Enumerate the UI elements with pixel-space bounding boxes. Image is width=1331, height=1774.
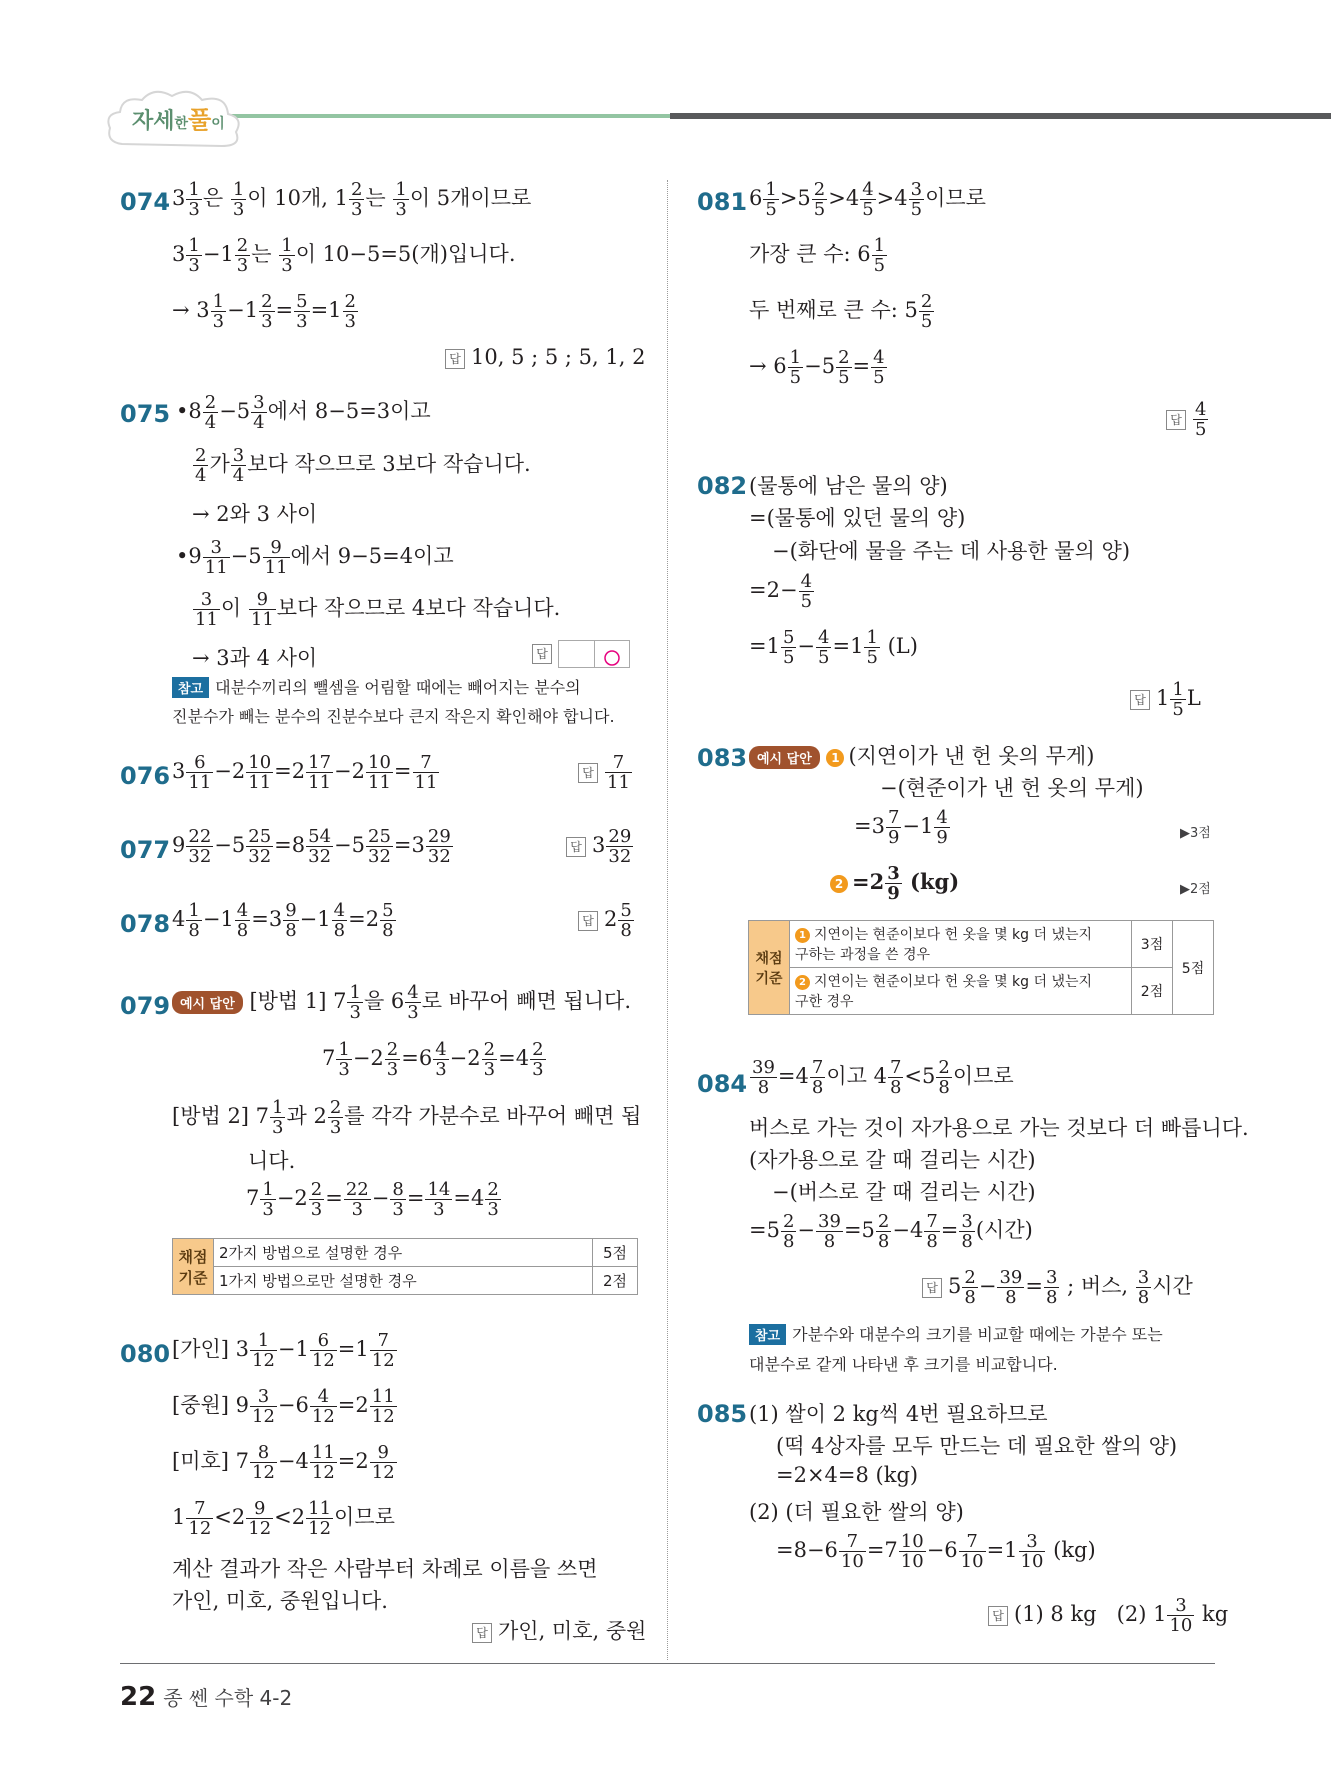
answer-icon: 답 xyxy=(532,644,552,664)
solution-line: =3 $\frac{7}{9}$ −1 $\frac{4}{9}$ xyxy=(854,807,948,848)
problem-number: 074 xyxy=(120,188,171,216)
solution-line: [방법 2] 7 $\frac{1}{3}$ 과 2 $\frac{2}{3}$ 를 각각 가분수로 바꾸어 빼면 됩 xyxy=(172,1097,642,1138)
answer: 답 (1) 8 kg (2) 1 $\frac{3}{10}$ kg xyxy=(988,1596,1228,1635)
solution-line: 가장 큰 수: 6 $\frac{1}{5}$ xyxy=(749,235,886,276)
solution-line: [가인] 3 $\frac{1}{12}$ −1 $\frac{6}{12}$ =1 $\frac{7}{12}$ xyxy=(172,1330,395,1371)
solution-line: 2 =2 $\frac{3}{9}$ (kg) xyxy=(830,864,959,903)
solution-line: (물통에 남은 물의 양) xyxy=(749,474,948,498)
solution-line: −(버스로 갈 때 걸리는 시간) xyxy=(772,1180,1036,1204)
solution-line: 두 번째로 큰 수: 5 $\frac{2}{5}$ xyxy=(749,291,933,332)
solution-line: 4 $\frac{1}{8}$ −1 $\frac{4}{8}$ =3 $\frac{9}{8}$ −1 $\frac{4}{8}$ =2 $\frac{5}{8}$ xyxy=(172,900,394,941)
rubric-total: 5점 xyxy=(1173,921,1214,1015)
rubric-label: 채점 기준 xyxy=(749,921,790,1015)
rubric-points: 3점 xyxy=(1132,921,1173,968)
answer-icon: 답 xyxy=(578,911,598,931)
problem-number: 076 xyxy=(120,762,171,790)
reference-badge: 참고 xyxy=(749,1324,786,1345)
page-number: 22 xyxy=(120,1682,157,1712)
solution-line: 버스로 가는 것이 자가용으로 가는 것보다 더 빠릅니다. xyxy=(749,1116,1249,1140)
book-title: 종 쎈 수학 4-2 xyxy=(163,1686,293,1710)
problem-number: 080 xyxy=(120,1340,171,1368)
solution-line: → 2와 3 사이 xyxy=(192,502,318,526)
solution-line: (1) 쌀이 2 kg씩 4번 필요하므로 xyxy=(749,1402,1048,1426)
step-2-icon: 2 xyxy=(830,875,848,893)
section-title: 자세한풀이 xyxy=(132,106,225,134)
problem-number: 085 xyxy=(697,1400,748,1428)
answer: 답 1 $\frac{1}{5}$ L xyxy=(1130,680,1201,719)
solution-line: 3 $\frac{6}{11}$ −2 $\frac{10}{11}$ =2 $\frac{17}{11}$ −2 $\frac{10}{11}$ = $\frac{7}{11}$ xyxy=(172,752,438,793)
solution-line: (떡 4상자를 모두 만드는 데 필요한 쌀의 양) xyxy=(776,1434,1178,1458)
rubric-points: 2점 xyxy=(593,1267,638,1295)
solution-line: $\frac{2}{4}$ 가 $\frac{3}{4}$ 보다 작으므로 3보다 작습니다. xyxy=(195,445,531,486)
step-points: ▶2점 xyxy=(1180,882,1211,897)
solution-line: 가인, 미호, 중원입니다. xyxy=(172,1589,388,1613)
solution-line: −(현준이가 낸 헌 옷의 무게) xyxy=(880,776,1144,800)
solution-line: 6 $\frac{1}{5}$ >5 $\frac{2}{5}$ >4 $\frac{4}{5}$ >4 $\frac{3}{5}$ 이므로 xyxy=(749,179,986,220)
solution-line: $\frac{3}{11}$ 이 $\frac{9}{11}$ 보다 작으므로 4보다 작습니다. xyxy=(195,589,561,630)
solution-line: =1 $\frac{5}{5}$ − $\frac{4}{5}$ =1 $\frac{1}{5}$ (L) xyxy=(749,627,918,668)
solution-line: 니다. xyxy=(248,1149,296,1173)
reference-note: 진분수가 빼는 분수의 진분수보다 큰지 작은지 확인해야 합니다. xyxy=(172,707,615,726)
solution-line: → 3과 4 사이 xyxy=(192,646,318,670)
footer xyxy=(120,1682,292,1712)
problem-number: 081 xyxy=(697,188,748,216)
example-answer-badge: 예시 답안 xyxy=(172,991,243,1014)
header-rule-green xyxy=(230,114,670,118)
solution-line: 계산 결과가 작은 사람부터 차례로 이름을 쓰면 xyxy=(172,1557,598,1581)
answer: 답 5 $\frac{2}{8}$ − $\frac{39}{8}$ = $\frac{3}{8}$ ; 버스, $\frac{3}{8}$ 시간 xyxy=(922,1268,1193,1307)
answer: 답 2 $\frac{5}{8}$ xyxy=(578,901,635,940)
step-1-icon: 1 xyxy=(826,749,844,767)
rubric-item: 2가지 방법으로 설명한 경우 xyxy=(214,1239,593,1267)
rubric-label: 채점 기준 xyxy=(173,1239,214,1295)
answer-icon: 답 xyxy=(988,1606,1008,1626)
problem-number: 078 xyxy=(120,910,171,938)
problem-number: 077 xyxy=(120,836,171,864)
scoring-rubric xyxy=(172,1238,638,1295)
rubric-item: 1 지연이는 현준이보다 헌 옷을 몇 kg 더 냈는지 구하는 과정을 쓴 경우 xyxy=(790,921,1132,968)
solution-line: 1 $\frac{7}{12}$ <2 $\frac{9}{12}$ <2 $\frac{11}{12}$ 이므로 xyxy=(172,1498,395,1539)
solution-line: −(화단에 물을 주는 데 사용한 물의 양) xyxy=(772,539,1131,563)
rubric-points: 5점 xyxy=(593,1239,638,1267)
problem-number: 083 xyxy=(697,744,748,772)
reference-note: 참고 대분수끼리의 뺄셈을 어림할 때에는 빼어지는 분수의 xyxy=(172,675,581,698)
answer-icon: 답 xyxy=(578,763,598,783)
solution-line: → 3 $\frac{1}{3}$ −1 $\frac{2}{3}$ = $\frac{5}{3}$ =1 $\frac{2}{3}$ xyxy=(172,291,356,332)
answer: 답 10, 5 ; 5 ; 5, 1, 2 xyxy=(445,345,645,369)
solution-line: 7 $\frac{1}{3}$ −2 $\frac{2}{3}$ = $\frac{22}{3}$ − $\frac{8}{3}$ = $\frac{14}{3}$ =4 $\frac{2}{3}$ xyxy=(246,1179,499,1220)
problem-number: 082 xyxy=(697,472,748,500)
answer: 답 3 $\frac{29}{32}$ xyxy=(566,827,634,866)
solution-line: 3 $\frac{1}{3}$ −1 $\frac{2}{3}$ 는 $\frac{1}{3}$ 이 10−5=5(개)입니다. xyxy=(172,235,516,276)
step-points: ▶3점 xyxy=(1180,826,1211,841)
solution-line: =5 $\frac{2}{8}$ − $\frac{39}{8}$ =5 $\frac{2}{8}$ −4 $\frac{7}{8}$ = $\frac{3}{8}$ (시간) xyxy=(749,1211,1033,1252)
answer xyxy=(532,640,630,668)
solution-line: 7 $\frac{1}{3}$ −2 $\frac{2}{3}$ =6 $\frac{4}{3}$ −2 $\frac{2}{3}$ =4 $\frac{2}{3}$ xyxy=(322,1039,544,1080)
solution-line: [미호] 7 $\frac{8}{12}$ −4 $\frac{11}{12}$ =2 $\frac{9}{12}$ xyxy=(172,1442,395,1483)
solution-line: [중원] 9 $\frac{3}{12}$ −6 $\frac{4}{12}$ =2 $\frac{11}{12}$ xyxy=(172,1386,395,1427)
solution-line: •9 $\frac{3}{11}$ −5 $\frac{9}{11}$ 에서 9−5=4이고 xyxy=(176,537,454,578)
solution-line: → 6 $\frac{1}{5}$ −5 $\frac{2}{5}$ = $\frac{4}{5}$ xyxy=(749,347,885,388)
answer-icon: 답 xyxy=(566,837,586,857)
answer-icon: 답 xyxy=(472,1623,492,1643)
problem-number: 084 xyxy=(697,1070,748,1098)
header-rule-grey xyxy=(670,113,1331,119)
answer: 답 가인, 미호, 중원 xyxy=(472,1615,646,1645)
circle-mark-icon xyxy=(603,645,621,671)
answer: 답 $\frac{7}{11}$ xyxy=(578,753,633,792)
answer-icon: 답 xyxy=(445,349,465,369)
solution-line: =2− $\frac{4}{5}$ xyxy=(749,571,813,612)
reference-badge: 참고 xyxy=(172,677,209,698)
solution-line: 예시 답안 1 (지연이가 낸 헌 옷의 무게) xyxy=(749,740,1094,770)
rubric-item: 2 지연이는 현준이보다 헌 옷을 몇 kg 더 냈는지 구한 경우 xyxy=(790,968,1132,1015)
column-divider xyxy=(667,180,668,1660)
solution-line: •8 $\frac{2}{4}$ −5 $\frac{3}{4}$ 에서 8−5=3이고 xyxy=(176,392,431,433)
answer-box xyxy=(558,640,630,668)
scoring-rubric xyxy=(748,920,1214,1015)
solution-line: 3 $\frac{1}{3}$ 은 $\frac{1}{3}$ 이 10개, 1 $\frac{2}{3}$ 는 $\frac{1}{3}$ 이 5개이므로 xyxy=(172,179,532,220)
problem-number: 079 xyxy=(120,992,171,1020)
answer-icon: 답 xyxy=(922,1278,942,1298)
solution-line: $\frac{39}{8}$ =4 $\frac{7}{8}$ 이고 4 $\frac{7}{8}$ <5 $\frac{2}{8}$ 이므로 xyxy=(752,1057,1014,1098)
solution-line: =(물통에 있던 물의 양) xyxy=(749,506,966,530)
answer-icon: 답 xyxy=(1130,690,1150,710)
answer-icon: 답 xyxy=(1166,410,1186,430)
solution-line: =8−6 $\frac{7}{10}$ =7 $\frac{10}{10}$ −6 $\frac{7}{10}$ =1 $\frac{3}{10}$ (kg) xyxy=(776,1531,1096,1572)
solution-line: 예시 답안 [방법 1] 7 $\frac{1}{3}$ 을 6 $\frac{4}{3}$ 로 바꾸어 빼면 됩니다. xyxy=(172,983,631,1022)
footer-rule xyxy=(120,1663,1215,1664)
solution-line: (2) (더 필요한 쌀의 양) xyxy=(749,1500,964,1524)
rubric-points: 2점 xyxy=(1132,968,1173,1015)
example-answer-badge: 예시 답안 xyxy=(749,746,820,769)
reference-note: 대분수로 같게 나타낸 후 크기를 비교합니다. xyxy=(749,1355,1058,1374)
answer: 답 $\frac{4}{5}$ xyxy=(1166,400,1209,439)
solution-line: 9 $\frac{22}{32}$ −5 $\frac{25}{32}$ =8 $\frac{54}{32}$ −5 $\frac{25}{32}$ =3 $\frac{29}{32}$ xyxy=(172,826,451,867)
problem-number: 075 xyxy=(120,400,171,428)
solution-line: (자가용으로 갈 때 걸리는 시간) xyxy=(749,1148,1036,1172)
reference-note: 참고 가분수와 대분수의 크기를 비교할 때에는 가분수 또는 xyxy=(749,1322,1163,1345)
rubric-item: 1가지 방법으로만 설명한 경우 xyxy=(214,1267,593,1295)
solution-line: =2×4=8 (kg) xyxy=(776,1463,919,1487)
